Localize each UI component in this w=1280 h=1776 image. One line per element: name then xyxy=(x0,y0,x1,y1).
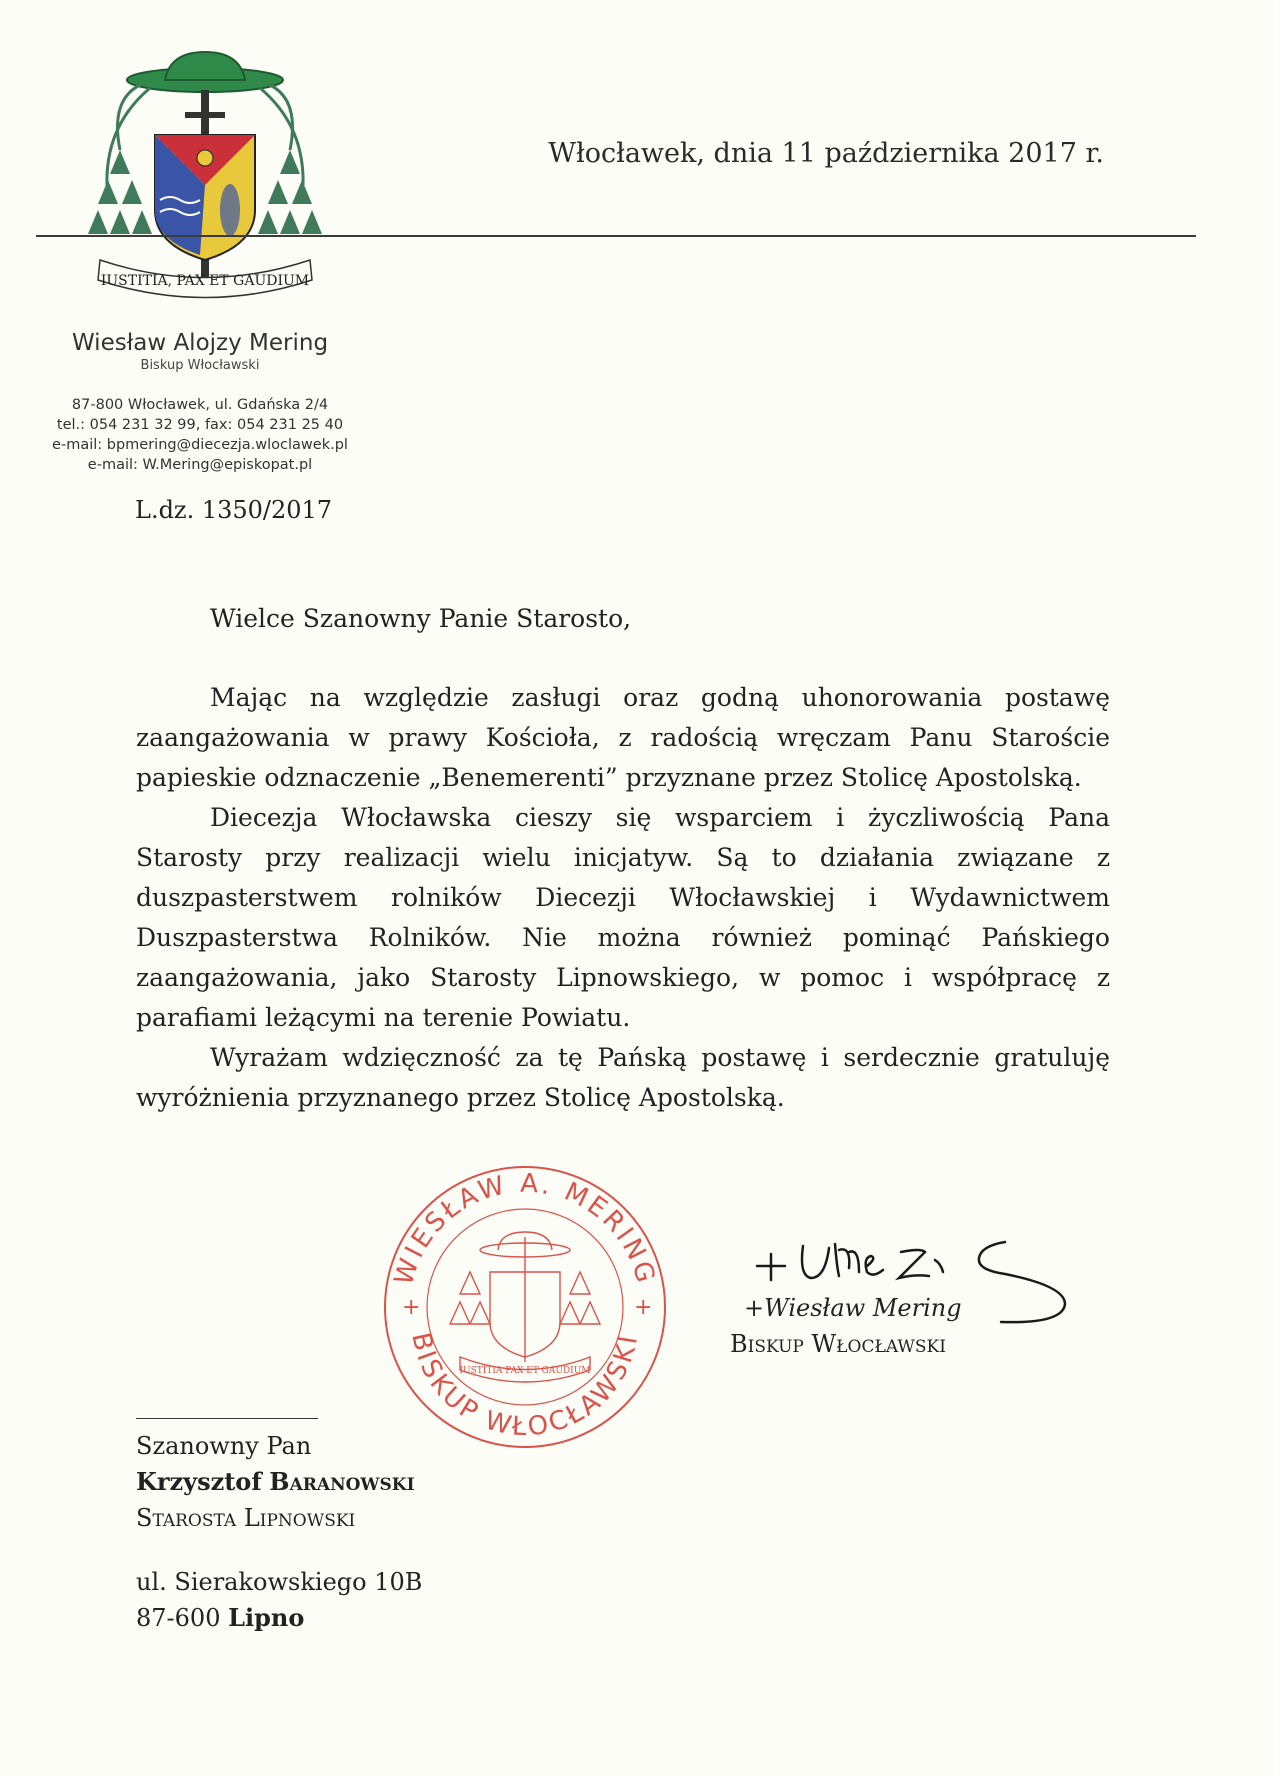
recipient-postcode: 87-600 xyxy=(136,1604,221,1632)
motto-text: IUSTITIA, PAX ET GAUDIUM xyxy=(100,273,310,289)
seal-top-text: WIESŁAW A. MERING xyxy=(388,1168,661,1289)
coat-of-arms-icon xyxy=(80,40,330,308)
paragraph: Mając na względzie zasługi oraz godną uhonorowania postawę zaangażowania w prawy Kościoła, z radością wręczam Panu Staroście papieskie odznaczenie „Benemerenti” przyznane przez Stolicę Apostolską. xyxy=(136,683,1110,792)
official-seal-icon xyxy=(380,1162,670,1452)
recipient-street: ul. Sierakowskiego 10B xyxy=(136,1568,423,1596)
signer-role: Biskup Włocławski xyxy=(730,1330,946,1358)
letter-body xyxy=(136,678,1110,1118)
recipient-divider xyxy=(136,1418,318,1419)
sender-email-secondary: e-mail: W.Mering@episkopat.pl xyxy=(87,457,313,473)
recipient-salutation: Szanowny Pan xyxy=(136,1432,312,1460)
sender-block xyxy=(0,330,400,475)
signature-block xyxy=(730,1290,962,1362)
seal-motto: IUSTITIA PAX ET GAUDIUM xyxy=(459,1366,591,1376)
sender-name: Wiesław Alojzy Mering xyxy=(71,330,329,356)
sender-address-block xyxy=(0,395,400,475)
sender-title: Biskup Włocławski xyxy=(140,358,260,373)
header-divider xyxy=(36,235,1196,237)
letter-greeting: Wielce Szanowny Panie Starosto, xyxy=(210,604,632,633)
letter-date: Włocławek, dnia 11 października 2017 r. xyxy=(548,138,1104,169)
recipient-name xyxy=(136,1464,422,1500)
svg-text:+: + xyxy=(634,1295,653,1320)
paragraph: Diecezja Włocławska cieszy się wsparciem i życzliwością Pana Starosty przy realizacji wielu inicjatyw. Są to działania związane z duszpasterstwem rolników Diecezji Włocławskiej i Wydawnictwem Duszpasterstwa Rolników. Nie można również pominąć Pańskiego zaangażowania, jako Starosty Lipnowskiego, w pomoc i współpracę z parafiami leżącymi na terenie Powiatu. xyxy=(136,803,1110,1032)
recipient-block xyxy=(136,1428,422,1636)
seal-bottom-text: BISKUP WŁOCŁAWSKI xyxy=(405,1330,645,1443)
recipient-last-name: Baranowski xyxy=(269,1467,415,1496)
svg-text:+: + xyxy=(402,1295,421,1320)
recipient-first-name: Krzysztof xyxy=(136,1467,262,1496)
signer-name: +Wiesław Mering xyxy=(744,1294,962,1322)
sender-email: e-mail: bpmering@diecezja.wloclawek.pl xyxy=(52,437,348,453)
recipient-role: Starosta Lipnowski xyxy=(136,1504,356,1532)
recipient-city: Lipno xyxy=(228,1603,305,1632)
recipient-city-line xyxy=(136,1600,422,1636)
reference-number: L.dz. 1350/2017 xyxy=(135,496,333,524)
sender-phone: tel.: 054 231 32 99, fax: 054 231 25 40 xyxy=(56,417,344,433)
paragraph: Wyrażam wdzięczność za tę Pańską postawę i serdecznie gratuluję wyróżnienia przyznanego przez Stolicę Apostolską. xyxy=(136,1043,1110,1112)
sender-address: 87-800 Włocławek, ul. Gdańska 2/4 xyxy=(71,397,329,413)
